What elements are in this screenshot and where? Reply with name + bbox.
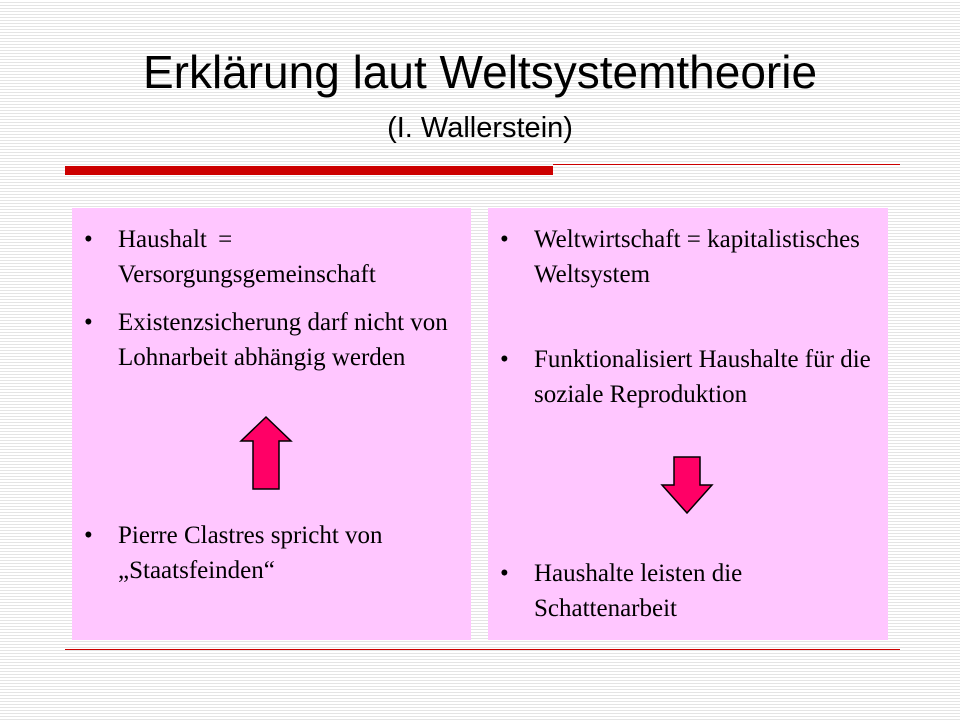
right-bullet-1-text: Weltwirtschaft = kapitalistisches Weltsystem <box>534 226 860 288</box>
bullet-dot: • <box>84 309 93 336</box>
bullet-dot: • <box>500 346 509 373</box>
right-bullet-3-text: Haushalte leisten die Schattenarbeit <box>534 560 743 622</box>
right-bullet-1 <box>488 222 878 292</box>
title-underline-thin <box>553 164 900 165</box>
bullet-dot: • <box>500 560 509 587</box>
left-bullet-3-text: Pierre Clastres spricht von „Staatsfeinden“ <box>118 522 383 584</box>
bullet-dot: • <box>84 522 93 549</box>
slide-title: Erklärung laut Weltsystemtheorie <box>142 46 818 98</box>
bullet-dot: • <box>500 226 509 253</box>
left-bullet-1-text: Haushalt = Versorgungsgemeinschaft <box>118 226 376 288</box>
right-bullet-3 <box>488 556 878 626</box>
title-underline-thick <box>65 166 553 175</box>
up-arrow-icon <box>239 415 293 491</box>
right-panel <box>488 208 888 640</box>
slide-subtitle: (I. Wallerstein) <box>387 112 573 144</box>
left-bullet-2-text: Existenzsicherung darf nicht von Lohnarbeit abhängig werden <box>118 309 448 371</box>
down-arrow-icon <box>660 455 714 515</box>
bottom-rule <box>65 649 900 650</box>
left-bullet-3 <box>72 518 461 588</box>
right-bullet-2 <box>488 342 878 412</box>
left-panel <box>72 208 471 640</box>
left-bullet-2 <box>72 305 461 375</box>
left-bullet-1 <box>72 222 461 292</box>
right-bullet-2-text: Funktionalisiert Haushalte für die soziale Reproduktion <box>534 346 871 408</box>
bullet-dot: • <box>84 226 93 253</box>
